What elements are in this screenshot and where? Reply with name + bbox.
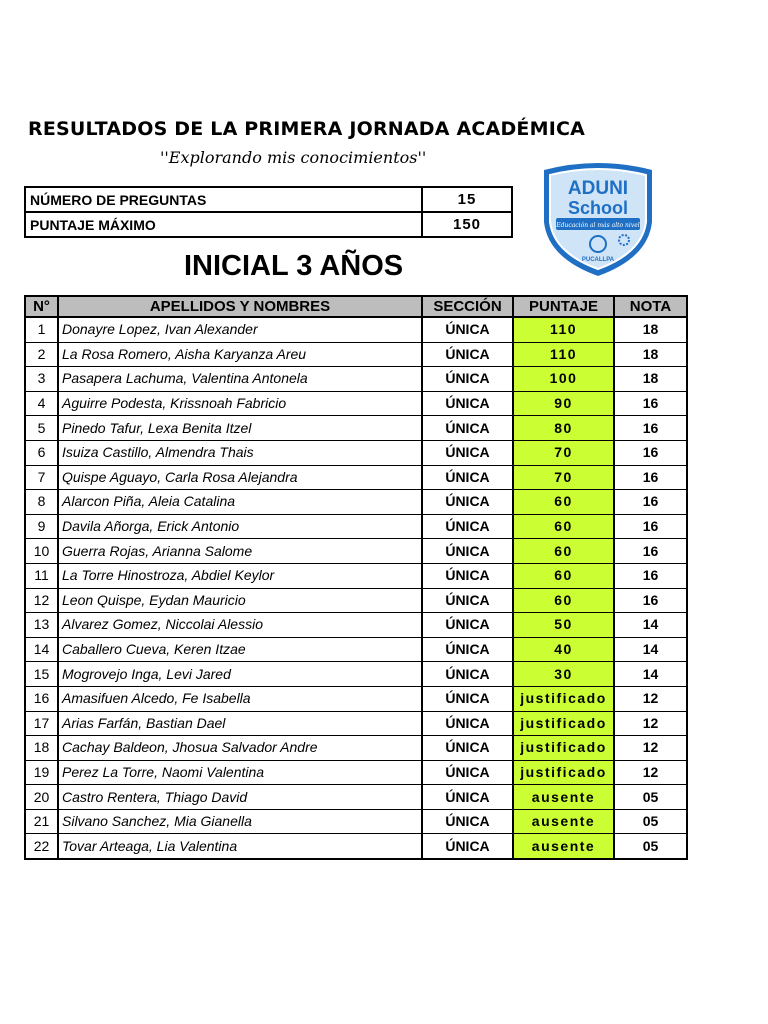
- info-value: 150: [422, 212, 512, 237]
- student-score: 80: [513, 416, 614, 441]
- row-number: 13: [25, 613, 58, 638]
- table-row: [25, 367, 687, 392]
- table-row: [25, 539, 687, 564]
- info-row: [25, 187, 512, 212]
- table-row: [25, 317, 687, 342]
- student-section: ÚNICA: [422, 834, 513, 859]
- student-score: 40: [513, 637, 614, 662]
- student-name: Guerra Rojas, Arianna Salome: [58, 539, 422, 564]
- student-section: ÚNICA: [422, 662, 513, 687]
- student-section: ÚNICA: [422, 637, 513, 662]
- student-grade: 16: [614, 563, 687, 588]
- table-row: [25, 834, 687, 859]
- info-label: PUNTAJE MÁXIMO: [25, 212, 422, 237]
- student-grade: 16: [614, 588, 687, 613]
- student-name: Tovar Arteaga, Lia Valentina: [58, 834, 422, 859]
- student-score: justificado: [513, 686, 614, 711]
- student-grade: 16: [614, 440, 687, 465]
- info-value: 15: [422, 187, 512, 212]
- student-grade: 14: [614, 662, 687, 687]
- info-label: NÚMERO DE PREGUNTAS: [25, 187, 422, 212]
- student-section: ÚNICA: [422, 465, 513, 490]
- row-number: 5: [25, 416, 58, 441]
- student-name: Silvano Sanchez, Mia Gianella: [58, 809, 422, 834]
- row-number: 19: [25, 760, 58, 785]
- col-header-score: PUNTAJE: [513, 296, 614, 317]
- student-section: ÚNICA: [422, 440, 513, 465]
- student-section: ÚNICA: [422, 317, 513, 342]
- row-number: 8: [25, 490, 58, 515]
- student-section: ÚNICA: [422, 367, 513, 392]
- student-score: 70: [513, 440, 614, 465]
- row-number: 15: [25, 662, 58, 687]
- student-grade: 18: [614, 317, 687, 342]
- student-score: ausente: [513, 809, 614, 834]
- student-score: ausente: [513, 785, 614, 810]
- student-score: 60: [513, 563, 614, 588]
- row-number: 18: [25, 736, 58, 761]
- row-number: 2: [25, 342, 58, 367]
- student-section: ÚNICA: [422, 809, 513, 834]
- table-row: [25, 809, 687, 834]
- student-grade: 16: [614, 490, 687, 515]
- student-section: ÚNICA: [422, 711, 513, 736]
- student-name: La Rosa Romero, Aisha Karyanza Areu: [58, 342, 422, 367]
- info-row: [25, 212, 512, 237]
- student-name: Isuiza Castillo, Almendra Thais: [58, 440, 422, 465]
- row-number: 12: [25, 588, 58, 613]
- student-section: ÚNICA: [422, 539, 513, 564]
- student-name: Amasifuen Alcedo, Fe Isabella: [58, 686, 422, 711]
- student-score: 110: [513, 317, 614, 342]
- student-grade: 18: [614, 367, 687, 392]
- table-row: [25, 440, 687, 465]
- row-number: 11: [25, 563, 58, 588]
- table-row: [25, 785, 687, 810]
- table-row: [25, 711, 687, 736]
- student-score: 110: [513, 342, 614, 367]
- student-name: Aguirre Podesta, Krissnoah Fabricio: [58, 391, 422, 416]
- row-number: 7: [25, 465, 58, 490]
- student-score: ausente: [513, 834, 614, 859]
- student-section: ÚNICA: [422, 490, 513, 515]
- student-section: ÚNICA: [422, 736, 513, 761]
- student-score: justificado: [513, 736, 614, 761]
- student-name: Alvarez Gomez, Niccolai Alessio: [58, 613, 422, 638]
- student-name: Pinedo Tafur, Lexa Benita Itzel: [58, 416, 422, 441]
- col-header-number: N°: [25, 296, 58, 317]
- student-score: 50: [513, 613, 614, 638]
- student-section: ÚNICA: [422, 785, 513, 810]
- row-number: 17: [25, 711, 58, 736]
- table-row: [25, 760, 687, 785]
- logo-line1: ADUNI: [567, 178, 629, 199]
- student-name: Arias Farfán, Bastian Dael: [58, 711, 422, 736]
- student-name: Castro Rentera, Thiago David: [58, 785, 422, 810]
- table-row: [25, 736, 687, 761]
- student-score: justificado: [513, 760, 614, 785]
- table-row: [25, 416, 687, 441]
- logo-line2: School: [567, 198, 629, 218]
- student-section: ÚNICA: [422, 391, 513, 416]
- table-row: [25, 662, 687, 687]
- row-number: 22: [25, 834, 58, 859]
- student-name: Pasapera Lachuma, Valentina Antonela: [58, 367, 422, 392]
- student-grade: 16: [614, 539, 687, 564]
- student-grade: 18: [614, 342, 687, 367]
- row-number: 1: [25, 317, 58, 342]
- page-subtitle: ''Explorando mis conocimientos'': [160, 148, 427, 167]
- student-name: Leon Quispe, Eydan Mauricio: [58, 588, 422, 613]
- row-number: 3: [25, 367, 58, 392]
- student-grade: 12: [614, 736, 687, 761]
- student-grade: 14: [614, 637, 687, 662]
- student-grade: 16: [614, 465, 687, 490]
- student-section: ÚNICA: [422, 563, 513, 588]
- col-header-section: SECCIÓN: [422, 296, 513, 317]
- student-name: Caballero Cueva, Keren Itzae: [58, 637, 422, 662]
- table-row: [25, 563, 687, 588]
- student-grade: 05: [614, 785, 687, 810]
- student-score: justificado: [513, 711, 614, 736]
- student-name: Quispe Aguayo, Carla Rosa Alejandra: [58, 465, 422, 490]
- student-grade: 14: [614, 613, 687, 638]
- col-header-name: APELLIDOS Y NOMBRES: [58, 296, 422, 317]
- student-section: ÚNICA: [422, 588, 513, 613]
- student-grade: 12: [614, 760, 687, 785]
- student-score: 30: [513, 662, 614, 687]
- student-grade: 05: [614, 809, 687, 834]
- student-section: ÚNICA: [422, 514, 513, 539]
- col-header-grade: NOTA: [614, 296, 687, 317]
- table-row: [25, 490, 687, 515]
- student-grade: 16: [614, 391, 687, 416]
- row-number: 20: [25, 785, 58, 810]
- logo-city: PUCALLPA: [581, 257, 615, 263]
- student-grade: 16: [614, 416, 687, 441]
- student-section: ÚNICA: [422, 686, 513, 711]
- student-score: 100: [513, 367, 614, 392]
- student-name: Davila Añorga, Erick Antonio: [58, 514, 422, 539]
- student-section: ÚNICA: [422, 342, 513, 367]
- row-number: 16: [25, 686, 58, 711]
- logo-slogan: Educación al más alto nivel: [556, 222, 640, 229]
- table-row: [25, 613, 687, 638]
- info-table: [24, 186, 513, 238]
- student-name: La Torre Hinostroza, Abdiel Keylor: [58, 563, 422, 588]
- student-score: 70: [513, 465, 614, 490]
- table-row: [25, 391, 687, 416]
- table-row: [25, 686, 687, 711]
- student-grade: 05: [614, 834, 687, 859]
- level-heading: INICIAL 3 AÑOS: [184, 250, 404, 282]
- student-name: Donayre Lopez, Ivan Alexander: [58, 317, 422, 342]
- table-row: [25, 342, 687, 367]
- page-title: RESULTADOS DE LA PRIMERA JORNADA ACADÉMICA: [28, 118, 586, 140]
- student-name: Mogrovejo Inga, Levi Jared: [58, 662, 422, 687]
- student-section: ÚNICA: [422, 613, 513, 638]
- student-section: ÚNICA: [422, 760, 513, 785]
- row-number: 4: [25, 391, 58, 416]
- row-number: 6: [25, 440, 58, 465]
- school-logo: [536, 160, 660, 278]
- results-table: [24, 295, 688, 860]
- row-number: 14: [25, 637, 58, 662]
- student-score: 60: [513, 490, 614, 515]
- student-name: Alarcon Piña, Aleia Catalina: [58, 490, 422, 515]
- row-number: 9: [25, 514, 58, 539]
- table-row: [25, 588, 687, 613]
- table-row: [25, 514, 687, 539]
- table-row: [25, 637, 687, 662]
- table-row: [25, 465, 687, 490]
- student-grade: 12: [614, 711, 687, 736]
- student-score: 60: [513, 539, 614, 564]
- student-score: 60: [513, 514, 614, 539]
- row-number: 21: [25, 809, 58, 834]
- student-grade: 12: [614, 686, 687, 711]
- student-section: ÚNICA: [422, 416, 513, 441]
- row-number: 10: [25, 539, 58, 564]
- student-name: Cachay Baldeon, Jhosua Salvador Andre: [58, 736, 422, 761]
- student-score: 60: [513, 588, 614, 613]
- table-header-row: [25, 296, 687, 317]
- student-score: 90: [513, 391, 614, 416]
- student-grade: 16: [614, 514, 687, 539]
- student-name: Perez La Torre, Naomi Valentina: [58, 760, 422, 785]
